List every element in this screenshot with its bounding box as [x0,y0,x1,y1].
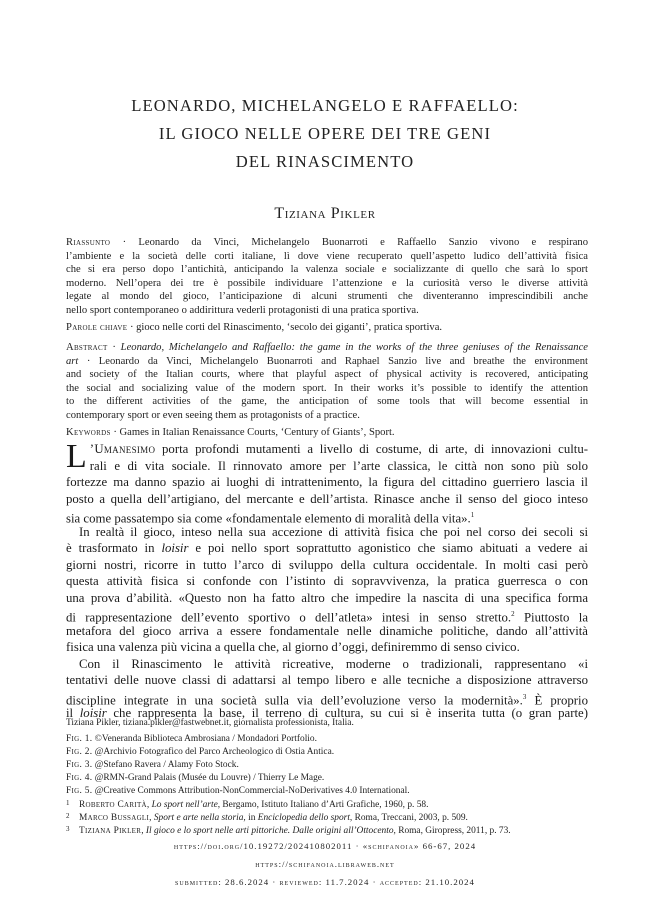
footnote: 3 Tiziana Pikler, Il gioco e lo sport nelle arti pittoriche. Dalle origini all’Ottocento, Roma, Giropress, 2011, p. 73. [66,825,511,836]
article-title [0,92,650,176]
figure-credit: Fig. 4. @RMN-Grand Palais (Musée du Louvre) / Thierry Le Mage. [66,773,325,783]
title-line: DEL RINASCIMENTO [235,152,415,171]
footnotes [66,797,588,836]
figure-credit: Fig. 1. ©Veneranda Biblioteca Ambrosiana / Mondadori Portfolio. [66,734,317,744]
note-ref[interactable]: 3 [522,692,527,701]
body-text: L ’Umanesimo porta profondi mutamenti a livello di costume, di arte, di innovazioni cultu- rali e di vita sociale. Il rinnovato amore per l’arte classica, le città non sono più solo fortezze ma danno spazio ai luoghi di intrattenimento, la figura del cittadino guerriero lascia il posto a quella dell’artigiano, del mercante e dell’artista. Rinasce anche il senso del gioco inteso sia come passatempo sia come «fondamentale elemento di moralità della vita».$^1$ In realtà il gioco, inteso nella sua accezione di attività fisica che poi nel corso dei secoli si è trasformato in loisir e poi nello sport soprattutto agonistico che siamo abituati a vedere ai giorni nostri, ricorre in tutto l’arco di sviluppo della cultura occidentale. In molti casi però questa attività fisica si confonde con l’istinto di sopravvivenza, la pratica guerresca o con una prova d’abilità. «Questo non ha fatto altro che impedire la nascita di una specifica forma di rappresentazione dell’evento sportivo o dell’atleta» intesi in senso stretto.$^2$ Piuttosto la metafora del gioco arriva a essere fondamentale nelle dinamiche politiche, dando all’attività fisica una valenza più vicina a quella che, al giorno d’oggi, definiremmo di senso civico. Con il Rinascimento le attività ricreative, moderne o tradizionali, rappresentano «i tentativi delle nuove classi di adattarsi al tempo libero e alle tecniche a disposizione attraverso discipline integrate in una società sulla via dell’evoluzione verso la modernità».$^3$ È proprio il loisir che rappresenta la base, il terreno di cultura, su cui si è inserita tutta (o gran parte) [66,438,588,720]
riassunto-label: Riassunto [66,237,111,248]
url-line[interactable]: https://schifanoia.libraweb.net [255,859,395,869]
drop-cap: L [66,438,87,475]
title-line: IL GIOCO NELLE OPERE DEI TRE GENI [158,124,492,143]
abstract-label: Abstract [66,342,108,353]
dates-line: submitted: 28.6.2024 · reviewed: 11.7.2024 · accepted: 21.10.2024 [175,877,475,887]
figure-credit: Fig. 3. @Stefano Ravera / Alamy Foto Stock. [66,760,239,770]
footnote: 1 Roberto Carità, Lo sport nell’arte, Bergamo, Istituto Italiano d’Arti Grafiche, 1960, p. 58. [66,799,429,810]
note-ref[interactable]: 1 [470,511,475,519]
footnote: 2 Marco Bussagli, Sport e arte nella storia, in Enciclopedia dello sport, Roma, Treccani, 2003, p. 509. [66,812,468,823]
note-ref[interactable]: 2 [511,610,515,618]
figure-credit: Fig. 5. @Creative Commons Attribution-NonCommercial-NoDerivatives 4.0 International. [66,786,410,796]
doi-line[interactable]: https://doi.org/10.19272/202410802011 · «schifanoia» 66-67, 2024 [173,841,477,851]
riassunto-block: Riassunto · Leonardo da Vinci, Michelangelo Buonarroti e Raffaello Sanzio vivono e respirano l’ambiente e la società delle corti italiane, lì dove viene recuperato quell’aspetto ludico dell’attività fisica che si era perso dopo l’antichità, anticipando la valenza sociale e socializzante di quello che sarà lo sport moderno. Nell’opera dei tre è possibile individuare l’attenzione e la curiosità verso le diverse attività legate al mondo del gioco, l’anticipazione di alcuni strumenti che diventeranno imprescindibili anche nello sport contemporaneo o addirittura vederli protagonisti di una pratica sportiva. Parole chiave · gioco nelle corti del Rinascimento, ‘secolo dei giganti’, pratica sportiva. [66,237,588,333]
parole-chiave: Parole chiave · gioco nelle corti del Rinascimento, ‘secolo dei giganti’, pratica sportiva. [66,321,443,333]
article-author: Tiziana Pikler [274,205,376,222]
credits-block [66,717,588,798]
abstract-block: Abstract · Leonardo, Michelangelo and Raffaello: the game in the works of the three geniuses of the Renaissance art · Leonardo da Vinci, Michelangelo Buonarroti and Raphael Sanzio live and breathe the environment and society of the Italian courts, where that playful aspect of physical activity is recovered, anticipating the social and socializing value of the modern sport. In their works it’s possible to identify the attention to the different activities of the game, the anticipation of some tools that will become essential in contemporary sport or even seeing them as protagonists of a practice. Keywords · Games in Italian Renaissance Courts, ‘Century of Giants’, Sport. [66,342,588,438]
author-note: Tiziana Pikler, tiziana.pikler@fastwebnet.it, giornalista professionista, Italia. [66,718,354,728]
keywords: Keywords · Games in Italian Renaissance Courts, ‘Century of Giants’, Sport. [66,426,395,438]
title-line: LEONARDO, MICHELANGELO E RAFFAELLO: [131,96,519,115]
figure-credit: Fig. 2. @Archivio Fotografico del Parco Archeologico di Ostia Antica. [66,747,335,757]
